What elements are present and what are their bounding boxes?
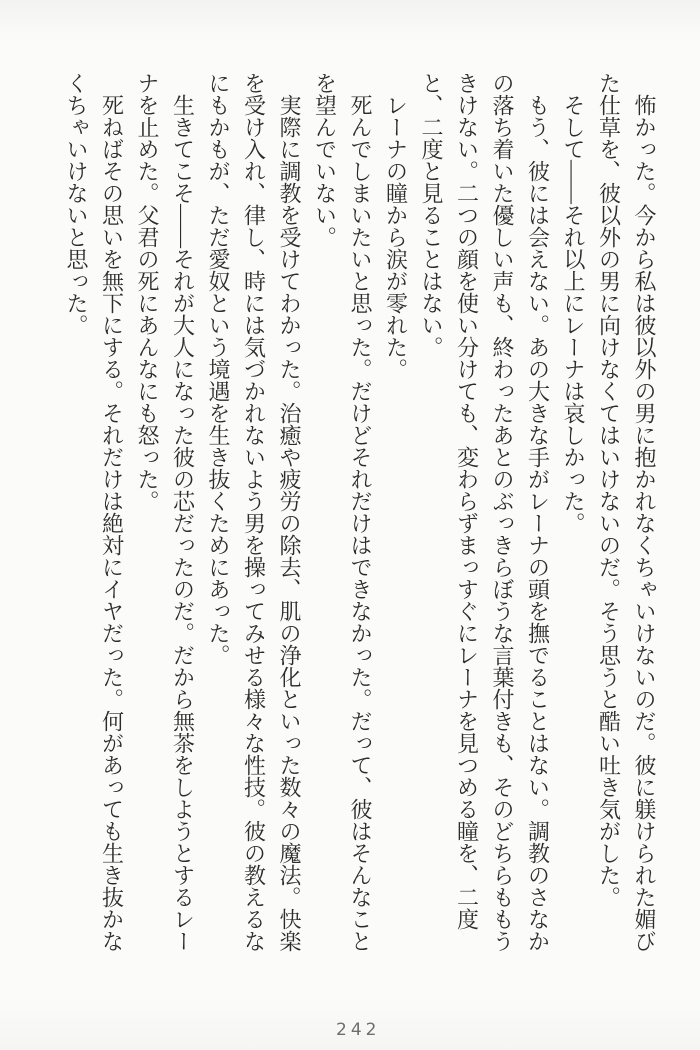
- paragraph-7: 生きてこそ――それが大人になった彼の芯だったのだ。だから無茶をしようとするレーナを止めた。父君の死にあんなにも怒った。: [135, 72, 196, 952]
- paragraph-6: 実際に調教を受けてわかった。治癒や疲労の除去、肌の浄化といった数々の魔法。快楽を受け入れ、律し、時には気づかれないよう男を操ってみせる様々な性技。彼の教えるなにもかもが、ただ愛奴という境遇を生き抜くためにあった。: [206, 72, 302, 952]
- paragraph-8: 死ねばその思いを無下にする。それだけは絶対にイヤだった。何があっても生き抜かなくちゃいけないと思った。: [64, 72, 125, 952]
- paragraph-3: もう、彼には会えない。あの大きな手がレーナの頭を撫でることはない。調教のさなかの落ち着いた優しい声も、終わったあとのぶっきらぼうな言葉付きも、そのどちらももうきけない。二つの顔を使い分けても、変わらずまっすぐにレーナを見つめる瞳を、二度と、二度と見ることはない。: [419, 72, 551, 952]
- paragraph-1: 怖かった。今から私は彼以外の男に抱かれなくちゃいけないのだ。彼に躾けられた媚びた仕草を、彼以外の男に向けなくてはいけないのだ。そう思うと酷い吐き気がした。: [596, 72, 657, 952]
- paragraph-4: レーナの瞳から涙が零れた。: [383, 94, 409, 380]
- paragraph-2: そして――それ以上にレーナは哀しかった。: [561, 94, 586, 534]
- paragraph-5: 死んでしまいたいと思った。だけどそれだけはできなかった。だって、彼はそんなことを望んでいない。: [312, 72, 373, 952]
- body-text: [37, 72, 662, 954]
- page-number: 242: [336, 1020, 381, 1040]
